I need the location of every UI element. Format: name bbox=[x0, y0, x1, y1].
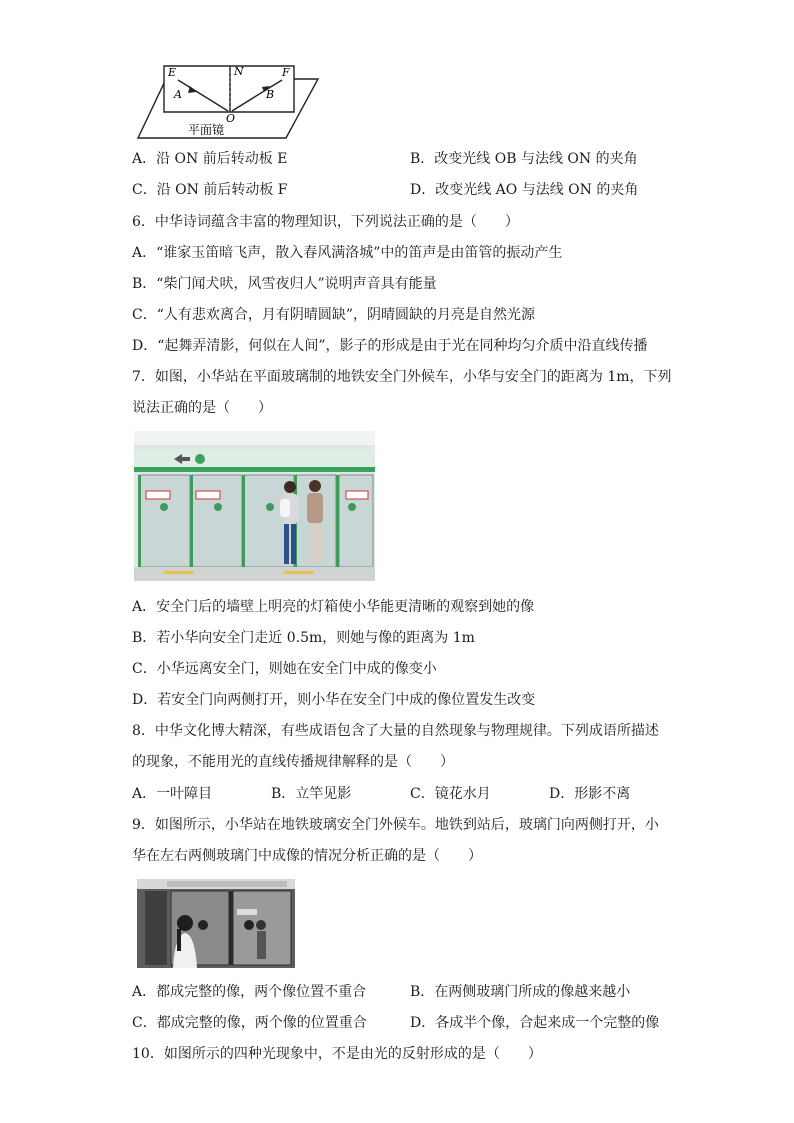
q5-option-c: C．沿 ON 前后转动板 F bbox=[132, 182, 288, 198]
glass-door-illustration bbox=[137, 879, 295, 968]
label-o: O bbox=[226, 112, 236, 125]
q5-option-d: D．改变光线 AO 与法线 ON 的夹角 bbox=[410, 182, 639, 198]
q9-stem-line2: 华在左右两侧玻璃门中成像的情况分析正确的是（ ） bbox=[132, 848, 482, 864]
q6-stem: 6．中华诗词蕴含丰富的物理知识，下列说法正确的是（ ） bbox=[132, 214, 519, 230]
q9-option-c: C．都成完整的像，两个像的位置重合 bbox=[132, 1015, 367, 1031]
q8-option-a: A．一叶障目 bbox=[132, 786, 213, 802]
q7-option-b: B．若小华向安全门走近 0.5m，则她与像的距离为 1m bbox=[132, 630, 475, 646]
q7-option-c: C．小华远离安全门，则她在安全门中成的像变小 bbox=[132, 661, 437, 677]
q5-option-b: B．改变光线 OB 与法线 ON 的夹角 bbox=[410, 151, 638, 167]
label-e: E bbox=[168, 66, 177, 79]
q6-option-c: C．“人有悲欢离合，月有阴晴圆缺”，阴晴圆缺的月亮是自然光源 bbox=[132, 307, 536, 323]
glass-door-photo bbox=[137, 879, 295, 968]
q9-stem-line1: 9．如图所示，小华站在地铁玻璃安全门外候车。地铁到站后，玻璃门向两侧打开，小 bbox=[132, 817, 659, 833]
subway-door-illustration bbox=[134, 431, 375, 581]
q7-stem-line1: 7．如图，小华站在平面玻璃制的地铁安全门外候车，小华与安全门的距离为 1m，下列 bbox=[132, 369, 672, 385]
q6-option-b: B．“柴门闻犬吠，风雪夜归人”说明声音具有能量 bbox=[132, 276, 437, 292]
q8-option-c: C．镜花水月 bbox=[410, 786, 491, 802]
q8-option-b: B．立竿见影 bbox=[271, 786, 352, 802]
q7-option-a: A．安全门后的墙壁上明亮的灯箱使小华能更清晰的观察到她的像 bbox=[132, 599, 535, 615]
q9-option-d: D．各成半个像，合起来成一个完整的像 bbox=[410, 1015, 660, 1031]
subway-door-photo bbox=[134, 431, 375, 581]
mirror-experiment-figure bbox=[136, 62, 322, 140]
q8-stem-line2: 的现象，不能用光的直线传播规律解释的是（ ） bbox=[132, 754, 454, 770]
q7-stem-line2: 说法正确的是（ ） bbox=[132, 400, 272, 416]
label-b: B bbox=[266, 88, 275, 101]
q10-stem: 10．如图所示的四种光现象中，不是由光的反射形成的是（ ） bbox=[132, 1046, 542, 1062]
label-f: F bbox=[282, 66, 290, 79]
q9-option-a: A．都成完整的像，两个像位置不重合 bbox=[132, 984, 367, 1000]
q7-option-d: D．若安全门向两侧打开，则小华在安全门中成的像位置发生改变 bbox=[132, 692, 536, 708]
q6-option-d: D．“起舞弄清影，何似在人间”，影子的形成是由于光在同种均匀介质中沿直线传播 bbox=[132, 338, 648, 354]
q9-option-b: B．在两侧玻璃门所成的像越来越小 bbox=[410, 984, 631, 1000]
mirror-caption: 平面镜 bbox=[188, 123, 225, 137]
q8-option-d: D．形影不离 bbox=[549, 786, 631, 802]
q5-option-a: A．沿 ON 前后转动板 E bbox=[132, 151, 288, 167]
label-n: N bbox=[234, 65, 244, 78]
q8-stem-line1: 8．中华文化博大精深，有些成语包含了大量的自然现象与物理规律。下列成语所描述 bbox=[132, 723, 659, 739]
mirror-diagram bbox=[136, 62, 322, 140]
label-a: A bbox=[174, 88, 182, 101]
q6-option-a: A．“谁家玉笛暗飞声，散入春风满洛城”中的笛声是由笛管的振动产生 bbox=[132, 245, 563, 261]
